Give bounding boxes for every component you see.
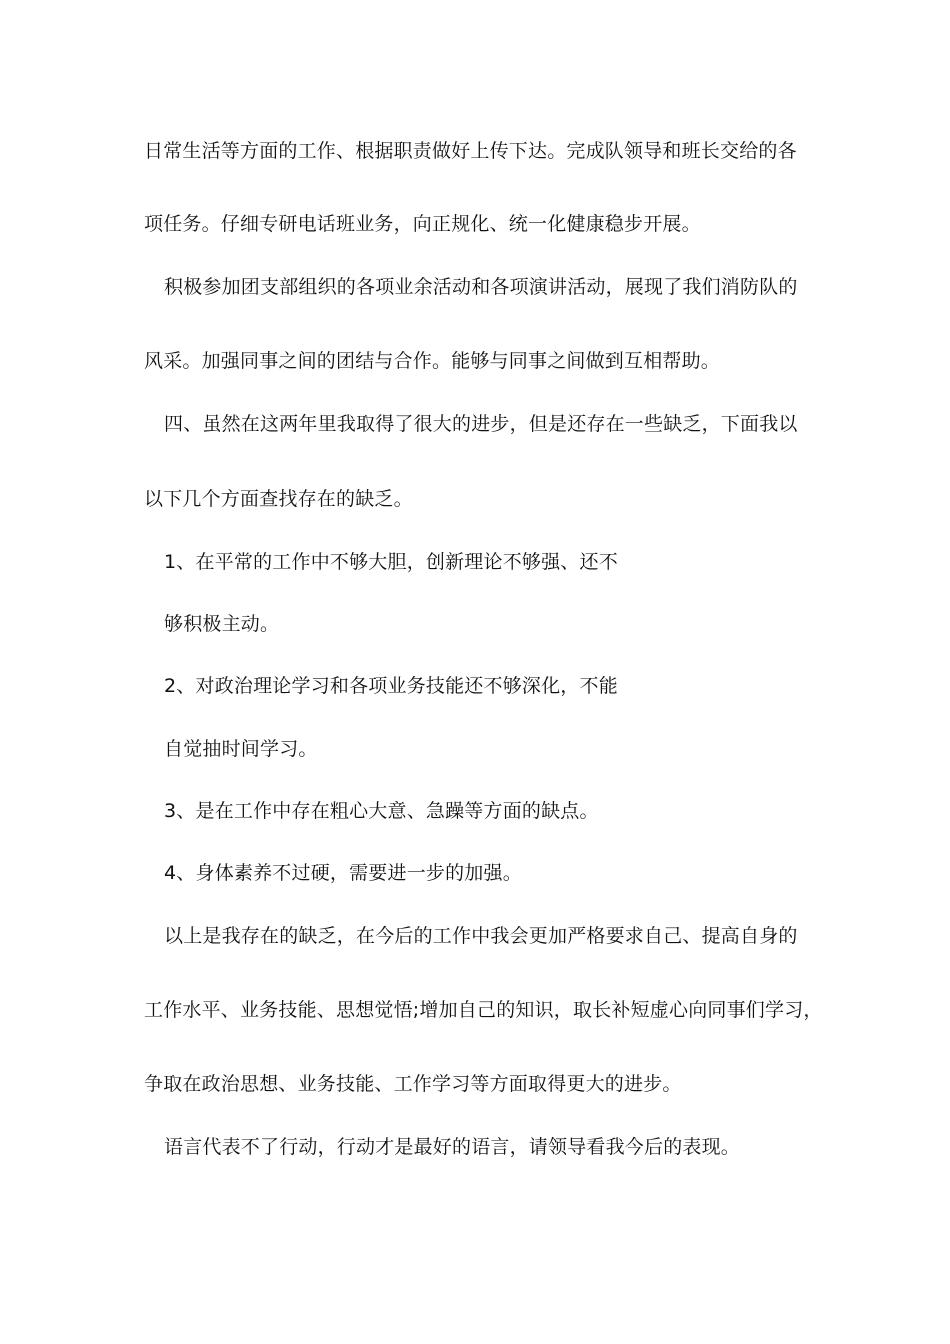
list-item-2: 2、对政治理论学习和各项业务技能还不够深化，不能 <box>164 675 618 697</box>
list-item-1-continuation: 够积极主动。 <box>164 613 280 635</box>
paragraph-start-line: 积极参加团支部组织的各项业余活动和各项演讲活动，展现了我们消防队的 <box>164 276 798 298</box>
text-line: 争取在政治思想、业务技能、工作学习等方面取得更大的进步。 <box>144 1073 682 1095</box>
text-line: 风采。加强同事之间的团结与合作。能够与同事之间做到互相帮助。 <box>144 350 721 372</box>
closing-line: 语言代表不了行动，行动才是最好的语言，请领导看我今后的表现。 <box>164 1136 741 1158</box>
paragraph-start-line: 以上是我存在的缺乏，在今后的工作中我会更加严格要求自己、提高自身的 <box>164 925 798 947</box>
section-heading-line: 四、虽然在这两年里我取得了很大的进步，但是还存在一些缺乏，下面我以 <box>164 413 798 435</box>
text-line: 工作水平、业务技能、思想觉悟;增加自己的知识，取长补短虚心向同事们学习， <box>144 999 823 1021</box>
text-line: 项任务。仔细专研电话班业务，向正规化、统一化健康稳步开展。 <box>144 213 701 235</box>
text-line: 日常生活等方面的工作、根据职责做好上传下达。完成队领导和班长交给的各 <box>144 140 797 162</box>
list-item-1: 1、在平常的工作中不够大胆，创新理论不够强、还不 <box>164 551 618 573</box>
list-item-3: 3、是在工作中存在粗心大意、急躁等方面的缺点。 <box>164 800 599 822</box>
list-item-4: 4、身体素养不过硬，需要进一步的加强。 <box>164 862 522 884</box>
list-item-2-continuation: 自觉抽时间学习。 <box>164 738 318 760</box>
text-line: 以下几个方面查找存在的缺乏。 <box>144 488 413 510</box>
